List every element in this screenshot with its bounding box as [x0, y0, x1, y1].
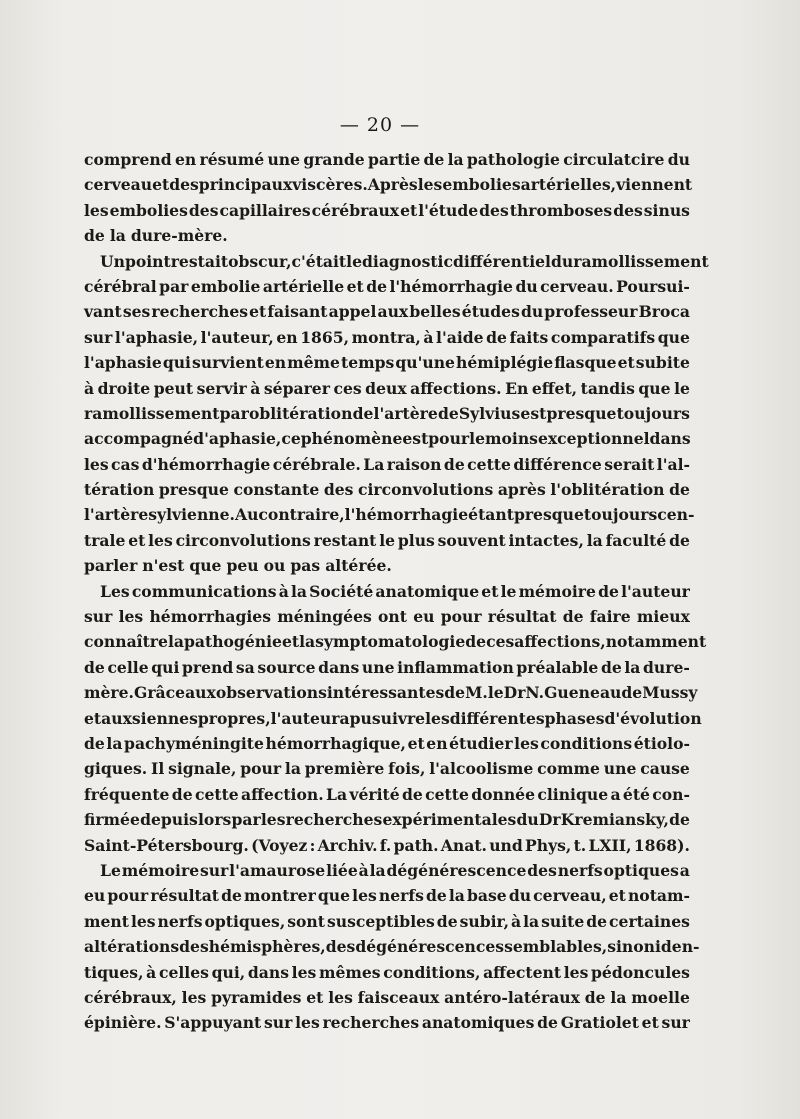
text-line: de celle qui prend sa source dans une inflammation préalable de la dure- [84, 657, 690, 677]
text-line: de la dure-mère. [84, 226, 228, 246]
text-line: cerveau et des principaux viscères. Après les embolies artérielles, viennent [84, 175, 693, 195]
text-line: cérébraux, les pyramides et les faisceaux antéro-latéraux de la moelle [84, 987, 690, 1007]
text-line: vant ses recherches et faisant appel aux belles études du professeur Broca [84, 302, 690, 322]
text-line: épinière. S'appuyant sur les recherches anatomiques de Gratiolet et sur [84, 1013, 690, 1033]
text-line: connaître la pathogénie et la symptomatologie de ces affections, notamment [84, 632, 707, 652]
text-line: trale et les circonvolutions restant le plus souvent intactes, la faculté de [84, 530, 690, 550]
text-line: Le mémoire sur l'amaurose liée à la dégénérescence des nerfs optiques a [100, 860, 690, 880]
text-line: tiques, à celles qui, dans les mêmes conditions, affectent les pédoncules [84, 962, 690, 982]
body-text [84, 147, 709, 1036]
text-line: ramollissement par oblitération de l'artère de Sylvius est presque toujours [84, 403, 690, 423]
text-line: giques. Il signale, pour la première fois, l'alcoolisme comme une cause [84, 759, 690, 779]
text-line: tération presque constante des circonvolutions après l'oblitération de [84, 480, 690, 500]
text-line: parler n'est que peu ou pas altérée. [84, 556, 392, 576]
page-number: — 20 — [339, 114, 421, 136]
text-line: Saint-Pétersbourg. (Voyez : Archiv. f. path. Anat. und Phys, t. LXII, 1868). [84, 835, 690, 855]
text-line: ment les nerfs optiques, sont susceptibles de subir, à la suite de certaines [84, 911, 690, 931]
text-line: accompagné d'aphasie, ce phénomène est pour le moins exceptionnel dans [84, 429, 691, 449]
text-line: sur les hémorrhagies méningées ont eu pour résultat de faire mieux [84, 607, 690, 627]
text-line: et aux siennes propres, l'auteur a pu suivre les différentes phases d'évolution [84, 708, 702, 728]
text-line: l'aphasie qui survient en même temps qu'une hémiplégie flasque et subite [84, 353, 690, 373]
text-line: comprend en résumé une grande partie de la pathologie circulatcire du [84, 150, 690, 169]
text-line: les embolies des capillaires cérébraux et l'étude des thromboses des sinus [84, 200, 690, 220]
text-line: Les communications à la Société anatomique et le mémoire de l'auteur [100, 581, 690, 601]
text-line: Un point restait obscur, c'était le diagnostic différentiel du ramollissement [100, 251, 709, 271]
text-line: de la pachyméningite hémorrhagique, et en étudier les conditions étiolo- [84, 733, 690, 753]
text-line: firmée depuis lors par les recherches expérimentales du Dr Kremiansky, de [84, 810, 690, 830]
text-line: mère. Grâce aux observations intéressantes de M. le Dr N. Gueneau de Mussy [84, 683, 698, 703]
text-line: à droite peut servir à séparer ces deux affections. En effet, tandis que le [84, 378, 690, 398]
text-line: eu pour résultat de montrer que les nerfs de la base du cerveau, et notam- [84, 886, 690, 906]
text-line: altérations des hémisphères, des dégénérescences semblables, sinon iden- [84, 937, 700, 957]
text-line: sur l'aphasie, l'auteur, en 1865, montra, à l'aide de faits comparatifs que [84, 327, 690, 347]
text-line: les cas d'hémorrhagie cérébrale. La raison de cette différence serait l'al- [84, 454, 690, 474]
text-line: cérébral par embolie artérielle et de l'hémorrhagie du cerveau. Poursui- [84, 276, 690, 296]
text-line: l'artère sylvienne. Au contraire, l'hémorrhagie étant presque toujours cen- [84, 505, 695, 525]
text-line: fréquente de cette affection. La vérité de cette donnée clinique a été con- [84, 784, 690, 804]
